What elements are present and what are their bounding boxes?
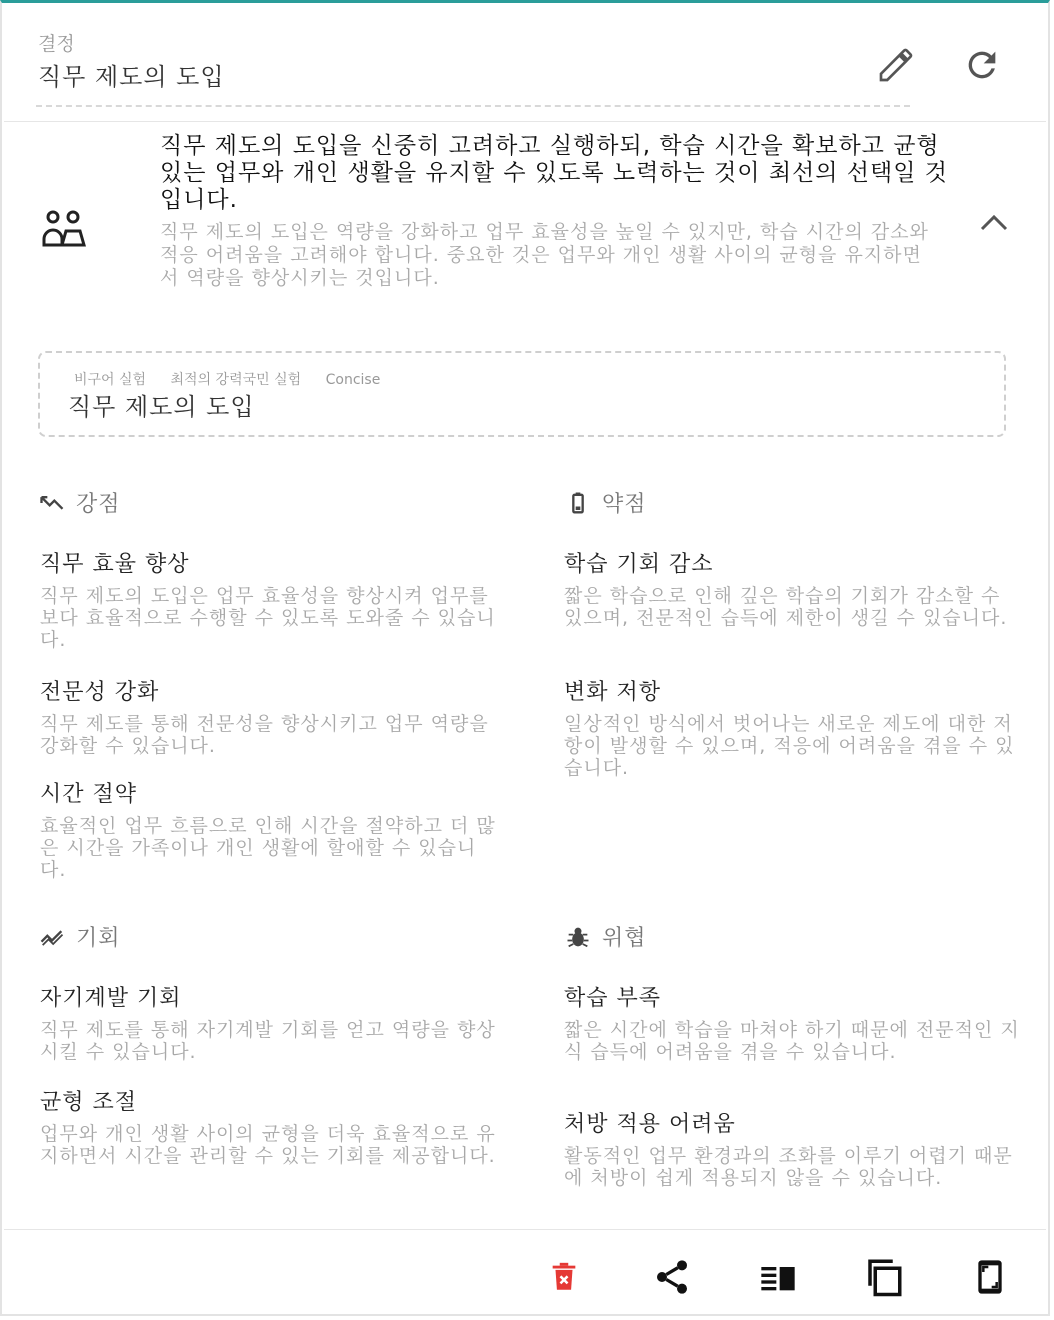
threat-item: [564, 1111, 1024, 1189]
threats-heading: [564, 921, 647, 952]
trending-icon: [38, 923, 66, 951]
delete-button[interactable]: [542, 1255, 586, 1299]
strength-item: [40, 679, 500, 757]
pencil-icon: [876, 45, 916, 85]
strength-item: [40, 781, 500, 881]
weaknesses-title: 약점: [602, 492, 647, 517]
weakness-item: [564, 551, 1024, 629]
bug-icon: [564, 923, 592, 951]
family-icon: [42, 209, 86, 249]
share-button[interactable]: [650, 1255, 694, 1299]
chevron-up-icon: [974, 207, 1014, 239]
opportunities-heading: [38, 921, 121, 952]
refresh-button[interactable]: [960, 43, 1004, 87]
item-title: 전문성 강화: [40, 680, 160, 705]
opportunity-item: [40, 1089, 500, 1167]
copy-icon: [863, 1256, 905, 1298]
topic-box[interactable]: [38, 351, 1006, 437]
header-title: 직무 제도의 도입: [38, 63, 225, 91]
summary-detail: 직무 제도의 도입은 역량을 강화하고 업무 효율성을 높일 수 있지만, 학습 시간의 감소와 적응 어려움을 고려해야 합니다. 중요한 것은 업무와 개인 생활 사이의 균형을 유지하면서 역량을 향상시키는 것입니다.: [160, 221, 929, 289]
item-title: 처방 적용 어려움: [564, 1112, 736, 1137]
item-desc: 직무 제도의 도입은 업무 효율성을 향상시켜 업무를 보다 효율적으로 수행할 수 있도록 도와줄 수 있습니다.: [40, 585, 496, 651]
header-label: 결정: [38, 33, 75, 55]
item-title: 직무 효율 향상: [40, 552, 190, 577]
opportunities-title: 기회: [76, 926, 121, 951]
fullscreen-icon: [970, 1257, 1010, 1297]
item-title: 시간 절약: [40, 782, 138, 807]
collapse-button[interactable]: [974, 207, 1014, 239]
threats-title: 위협: [602, 926, 647, 951]
item-desc: 짧은 시간에 학습을 마쳐야 하기 때문에 전문적인 지식 습득에 어려움을 겪을 수 있습니다.: [564, 1019, 1020, 1063]
weaknesses-heading: [564, 487, 647, 518]
footer-divider: [4, 1229, 1046, 1230]
strengths-title: 강점: [76, 492, 121, 517]
item-title: 변화 저항: [564, 680, 662, 705]
header: [38, 33, 1008, 109]
weakness-item: [564, 679, 1024, 779]
battery-low-icon: [564, 489, 592, 517]
item-desc: 효율적인 업무 흐름으로 인해 시간을 절약하고 더 많은 시간을 가족이나 개인 생활에 할애할 수 있습니다.: [40, 815, 496, 881]
summary-main: 직무 제도의 도입을 신중히 고려하고 실행하되, 학습 시간을 확보하고 균형있는 업무와 개인 생활을 유지할 수 있도록 노력하는 것이 최선의 선택일 것입니다.: [160, 133, 948, 213]
item-title: 학습 부족: [564, 986, 662, 1011]
edit-button[interactable]: [874, 43, 918, 87]
item-title: 균형 조절: [40, 1090, 138, 1115]
copy-button[interactable]: [862, 1255, 906, 1299]
item-desc: 업무와 개인 생활 사이의 균형을 더욱 효율적으로 유지하면서 시간을 관리할 수 있는 기회를 제공합니다.: [40, 1123, 496, 1167]
view-button[interactable]: [756, 1255, 800, 1299]
item-title: 자기계발 기회: [40, 986, 182, 1011]
topic-meta-item: Concise: [325, 372, 381, 388]
opportunity-item: [40, 985, 500, 1063]
topic-meta: [74, 367, 400, 388]
strength-item: [40, 551, 500, 651]
share-icon: [652, 1257, 692, 1297]
item-title: 학습 기회 감소: [564, 552, 714, 577]
topic-meta-item: 비구어 실험: [74, 372, 147, 388]
refresh-icon: [962, 45, 1002, 85]
delete-icon: [547, 1259, 581, 1295]
fullscreen-button[interactable]: [968, 1255, 1012, 1299]
item-desc: 일상적인 방식에서 벗어나는 새로운 제도에 대한 저항이 발생할 수 있으며, 적응에 어려움을 겪을 수 있습니다.: [564, 713, 1015, 779]
topic-meta-item: 최적의 강력국민 실험: [170, 372, 302, 388]
header-divider: [36, 105, 910, 107]
item-desc: 직무 제도를 통해 자기계발 기회를 얻고 역량을 향상시킬 수 있습니다.: [40, 1019, 496, 1063]
item-desc: 활동적인 업무 환경과의 조화를 이루기 어렵기 때문에 처방이 쉽게 적용되지 않을 수 있습니다.: [564, 1145, 1013, 1189]
item-desc: 짧은 학습으로 인해 깊은 학습의 기회가 감소할 수 있으며, 전문적인 습득에 제한이 생길 수 있습니다.: [564, 585, 1008, 629]
summary: [2, 125, 1048, 325]
view-column-icon: [758, 1257, 798, 1297]
strengths-heading: [38, 487, 121, 518]
topic-text: 직무 제도의 도입: [68, 393, 255, 421]
threat-item: [564, 985, 1024, 1063]
trend-up-icon: [38, 489, 66, 517]
item-desc: 직무 제도를 통해 전문성을 향상시키고 업무 역량을 강화할 수 있습니다.: [40, 713, 489, 757]
header-separator: [4, 121, 1046, 122]
